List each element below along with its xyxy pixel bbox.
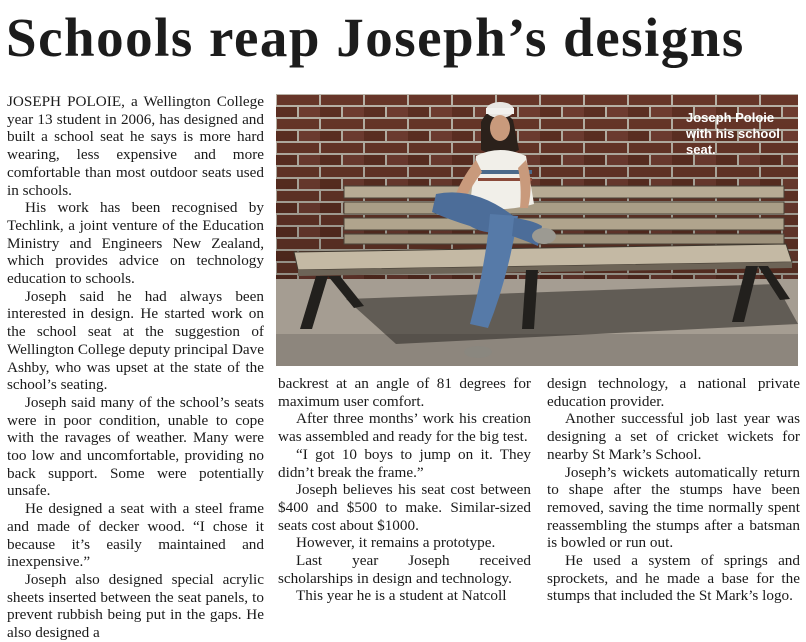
paragraph: backrest at an angle of 81 degrees for maximum user comfort.	[278, 375, 531, 410]
paragraph: “I got 10 boys to jump on it. They didn’t break the frame.”	[278, 445, 531, 481]
paragraph: After three months’ work his creation was assembled and ready for the big test.	[278, 410, 531, 446]
paragraph: Joseph’s wickets automatically return to shape after the stumps have been removed, saving the time normally spent reassembling the stumps after a batsman is bowled or run out.	[547, 463, 800, 552]
article-photo	[276, 94, 798, 366]
paragraph: His work has been recognised by Techlink, a joint venture of the Education Ministry and Engineers New Zealand, which provides advice on technology education to schools.	[7, 199, 264, 288]
paragraph: Last year Joseph received scholarships in design and technology.	[278, 552, 531, 587]
paragraph: This year he is a student at Natcoll	[296, 587, 507, 605]
paragraph: He used a system of springs and sprockets, and he made a base for the stumps that included the St Mark’s logo.	[547, 552, 800, 605]
article-column-2	[278, 375, 531, 605]
paragraph: design technology, a national private education provider.	[547, 375, 800, 410]
headline: Schools reap Joseph’s designs	[6, 7, 745, 68]
paragraph: Joseph also designed special acrylic sheets inserted between the seat panels, to prevent rubbish being put in the gaps. He also designed a	[7, 570, 264, 642]
article-column-1	[7, 93, 264, 642]
article-column-3	[547, 375, 800, 605]
paragraph: Another successful job last year was designing a set of cricket wickets for nearby St Mark’s School.	[547, 410, 800, 463]
paragraph: However, it remains a prototype.	[296, 534, 496, 552]
paragraph: He designed a seat with a steel frame and made of decker wood. “I chose it because it’s easily maintained and inexpensive.”	[7, 500, 264, 571]
photo-caption: Joseph Poloie with his school seat.	[686, 110, 780, 157]
paragraph: Joseph said he had always been interested in design. He started work on the school seat at the suggestion of Wellington College deputy principal Dave Ashby, who was upset at the state of the school’s seating.	[7, 287, 264, 394]
paragraph: Joseph believes his seat cost between $400 and $500 to make. Similar-sized seats cost about $1000.	[278, 481, 531, 534]
paragraph: JOSEPH POLOIE, a Wellington College year 13 student in 2006, has designed and built a school seat he says is more hard wearing, less expensive and more comfortable than most outdoor seats used in schools.	[7, 93, 264, 199]
paragraph: Joseph said many of the school’s seats were in poor condition, unable to cope with the ravages of weather. Many were too low and uncomfortable, providing no back support. Some were potentially unsafe.	[7, 393, 264, 500]
